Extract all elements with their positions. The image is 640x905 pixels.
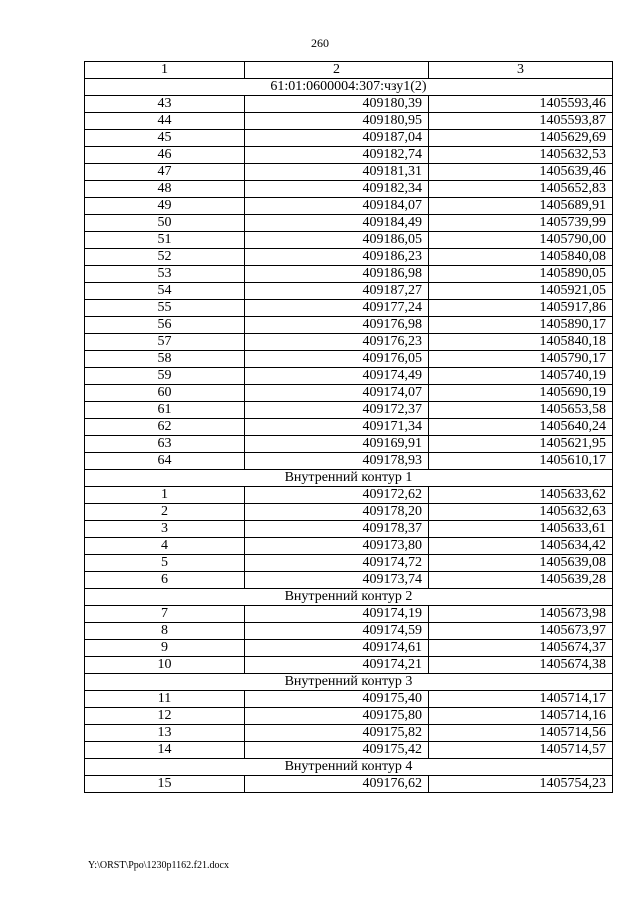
y-coordinate-cell: 1405790,17 (429, 351, 613, 368)
table-row (85, 657, 613, 674)
table-row (85, 538, 613, 555)
footer-file-path: Y:\ORST\Ppo\1230p1162.f21.docx (88, 860, 229, 871)
table-row (85, 351, 613, 368)
x-coordinate-cell: 409176,62 (245, 776, 429, 793)
point-number-cell: 50 (85, 215, 245, 232)
point-number-cell: 46 (85, 147, 245, 164)
x-coordinate-cell: 409173,80 (245, 538, 429, 555)
point-number-cell: 3 (85, 521, 245, 538)
header-col-1: 1 (85, 62, 245, 79)
table-row (85, 691, 613, 708)
table-row (85, 198, 613, 215)
x-coordinate-cell: 409175,42 (245, 742, 429, 759)
y-coordinate-cell: 1405593,46 (429, 96, 613, 113)
y-coordinate-cell: 1405714,57 (429, 742, 613, 759)
y-coordinate-cell: 1405639,46 (429, 164, 613, 181)
section-title-row (85, 79, 613, 96)
table-header-row (85, 62, 613, 79)
table-row (85, 164, 613, 181)
y-coordinate-cell: 1405739,99 (429, 215, 613, 232)
y-coordinate-cell: 1405690,19 (429, 385, 613, 402)
table-row (85, 232, 613, 249)
x-coordinate-cell: 409176,98 (245, 317, 429, 334)
point-number-cell: 53 (85, 266, 245, 283)
table-row (85, 317, 613, 334)
y-coordinate-cell: 1405674,38 (429, 657, 613, 674)
section-title-row (85, 470, 613, 487)
y-coordinate-cell: 1405629,69 (429, 130, 613, 147)
x-coordinate-cell: 409184,07 (245, 198, 429, 215)
x-coordinate-cell: 409174,21 (245, 657, 429, 674)
point-number-cell: 1 (85, 487, 245, 504)
section-title: Внутренний контур 2 (85, 589, 613, 606)
y-coordinate-cell: 1405632,53 (429, 147, 613, 164)
point-number-cell: 2 (85, 504, 245, 521)
table-row (85, 776, 613, 793)
x-coordinate-cell: 409176,23 (245, 334, 429, 351)
section-title: 61:01:0600004:307:чзу1(2) (85, 79, 613, 96)
table-row (85, 385, 613, 402)
table-row (85, 419, 613, 436)
point-number-cell: 63 (85, 436, 245, 453)
x-coordinate-cell: 409174,72 (245, 555, 429, 572)
y-coordinate-cell: 1405633,61 (429, 521, 613, 538)
table-row (85, 181, 613, 198)
point-number-cell: 8 (85, 623, 245, 640)
x-coordinate-cell: 409187,04 (245, 130, 429, 147)
x-coordinate-cell: 409180,95 (245, 113, 429, 130)
x-coordinate-cell: 409176,05 (245, 351, 429, 368)
x-coordinate-cell: 409187,27 (245, 283, 429, 300)
section-title: Внутренний контур 1 (85, 470, 613, 487)
point-number-cell: 7 (85, 606, 245, 623)
table-row (85, 215, 613, 232)
point-number-cell: 55 (85, 300, 245, 317)
y-coordinate-cell: 1405652,83 (429, 181, 613, 198)
table-row (85, 640, 613, 657)
table-row (85, 113, 613, 130)
table-row (85, 623, 613, 640)
table-row (85, 96, 613, 113)
x-coordinate-cell: 409173,74 (245, 572, 429, 589)
y-coordinate-cell: 1405840,08 (429, 249, 613, 266)
point-number-cell: 57 (85, 334, 245, 351)
x-coordinate-cell: 409182,74 (245, 147, 429, 164)
point-number-cell: 54 (85, 283, 245, 300)
point-number-cell: 6 (85, 572, 245, 589)
x-coordinate-cell: 409181,31 (245, 164, 429, 181)
table-row (85, 334, 613, 351)
point-number-cell: 44 (85, 113, 245, 130)
section-title-row (85, 589, 613, 606)
x-coordinate-cell: 409178,93 (245, 453, 429, 470)
y-coordinate-cell: 1405714,56 (429, 725, 613, 742)
point-number-cell: 51 (85, 232, 245, 249)
y-coordinate-cell: 1405640,24 (429, 419, 613, 436)
section-title: Внутренний контур 3 (85, 674, 613, 691)
x-coordinate-cell: 409174,49 (245, 368, 429, 385)
table-row (85, 266, 613, 283)
page-number: 260 (311, 36, 329, 50)
table-row (85, 606, 613, 623)
y-coordinate-cell: 1405621,95 (429, 436, 613, 453)
x-coordinate-cell: 409175,80 (245, 708, 429, 725)
point-number-cell: 47 (85, 164, 245, 181)
x-coordinate-cell: 409175,82 (245, 725, 429, 742)
x-coordinate-cell: 409174,19 (245, 606, 429, 623)
point-number-cell: 62 (85, 419, 245, 436)
point-number-cell: 43 (85, 96, 245, 113)
table-row (85, 249, 613, 266)
point-number-cell: 60 (85, 385, 245, 402)
table-row (85, 368, 613, 385)
header-col-2: 2 (245, 62, 429, 79)
point-number-cell: 13 (85, 725, 245, 742)
section-title-row (85, 674, 613, 691)
y-coordinate-cell: 1405610,17 (429, 453, 613, 470)
point-number-cell: 58 (85, 351, 245, 368)
table-row (85, 555, 613, 572)
y-coordinate-cell: 1405673,98 (429, 606, 613, 623)
x-coordinate-cell: 409172,37 (245, 402, 429, 419)
point-number-cell: 15 (85, 776, 245, 793)
y-coordinate-cell: 1405593,87 (429, 113, 613, 130)
point-number-cell: 12 (85, 708, 245, 725)
y-coordinate-cell: 1405634,42 (429, 538, 613, 555)
y-coordinate-cell: 1405890,17 (429, 317, 613, 334)
x-coordinate-cell: 409172,62 (245, 487, 429, 504)
table-row (85, 725, 613, 742)
table-row (85, 436, 613, 453)
x-coordinate-cell: 409177,24 (245, 300, 429, 317)
table-row (85, 708, 613, 725)
y-coordinate-cell: 1405714,17 (429, 691, 613, 708)
y-coordinate-cell: 1405790,00 (429, 232, 613, 249)
y-coordinate-cell: 1405921,05 (429, 283, 613, 300)
header-col-3: 3 (429, 62, 613, 79)
x-coordinate-cell: 409175,40 (245, 691, 429, 708)
x-coordinate-cell: 409186,98 (245, 266, 429, 283)
table-row (85, 742, 613, 759)
x-coordinate-cell: 409186,05 (245, 232, 429, 249)
y-coordinate-cell: 1405674,37 (429, 640, 613, 657)
x-coordinate-cell: 409180,39 (245, 96, 429, 113)
point-number-cell: 45 (85, 130, 245, 147)
y-coordinate-cell: 1405754,23 (429, 776, 613, 793)
y-coordinate-cell: 1405632,63 (429, 504, 613, 521)
point-number-cell: 52 (85, 249, 245, 266)
table-row (85, 453, 613, 470)
section-title-row (85, 759, 613, 776)
table-row (85, 521, 613, 538)
y-coordinate-cell: 1405673,97 (429, 623, 613, 640)
table-row (85, 283, 613, 300)
y-coordinate-cell: 1405840,18 (429, 334, 613, 351)
y-coordinate-cell: 1405714,16 (429, 708, 613, 725)
point-number-cell: 10 (85, 657, 245, 674)
point-number-cell: 64 (85, 453, 245, 470)
table-row (85, 402, 613, 419)
point-number-cell: 59 (85, 368, 245, 385)
y-coordinate-cell: 1405740,19 (429, 368, 613, 385)
x-coordinate-cell: 409174,07 (245, 385, 429, 402)
point-number-cell: 49 (85, 198, 245, 215)
point-number-cell: 61 (85, 402, 245, 419)
table-row (85, 572, 613, 589)
point-number-cell: 11 (85, 691, 245, 708)
table-row (85, 300, 613, 317)
coordinates-table (84, 61, 613, 793)
y-coordinate-cell: 1405639,28 (429, 572, 613, 589)
table-row (85, 504, 613, 521)
x-coordinate-cell: 409171,34 (245, 419, 429, 436)
point-number-cell: 5 (85, 555, 245, 572)
x-coordinate-cell: 409184,49 (245, 215, 429, 232)
section-title: Внутренний контур 4 (85, 759, 613, 776)
y-coordinate-cell: 1405689,91 (429, 198, 613, 215)
y-coordinate-cell: 1405639,08 (429, 555, 613, 572)
x-coordinate-cell: 409182,34 (245, 181, 429, 198)
coordinates-table-body (85, 62, 613, 793)
table-row (85, 487, 613, 504)
point-number-cell: 14 (85, 742, 245, 759)
x-coordinate-cell: 409186,23 (245, 249, 429, 266)
table-row (85, 130, 613, 147)
x-coordinate-cell: 409169,91 (245, 436, 429, 453)
x-coordinate-cell: 409174,59 (245, 623, 429, 640)
y-coordinate-cell: 1405917,86 (429, 300, 613, 317)
x-coordinate-cell: 409178,37 (245, 521, 429, 538)
y-coordinate-cell: 1405653,58 (429, 402, 613, 419)
table-row (85, 147, 613, 164)
x-coordinate-cell: 409174,61 (245, 640, 429, 657)
point-number-cell: 9 (85, 640, 245, 657)
point-number-cell: 4 (85, 538, 245, 555)
point-number-cell: 48 (85, 181, 245, 198)
y-coordinate-cell: 1405890,05 (429, 266, 613, 283)
point-number-cell: 56 (85, 317, 245, 334)
x-coordinate-cell: 409178,20 (245, 504, 429, 521)
y-coordinate-cell: 1405633,62 (429, 487, 613, 504)
